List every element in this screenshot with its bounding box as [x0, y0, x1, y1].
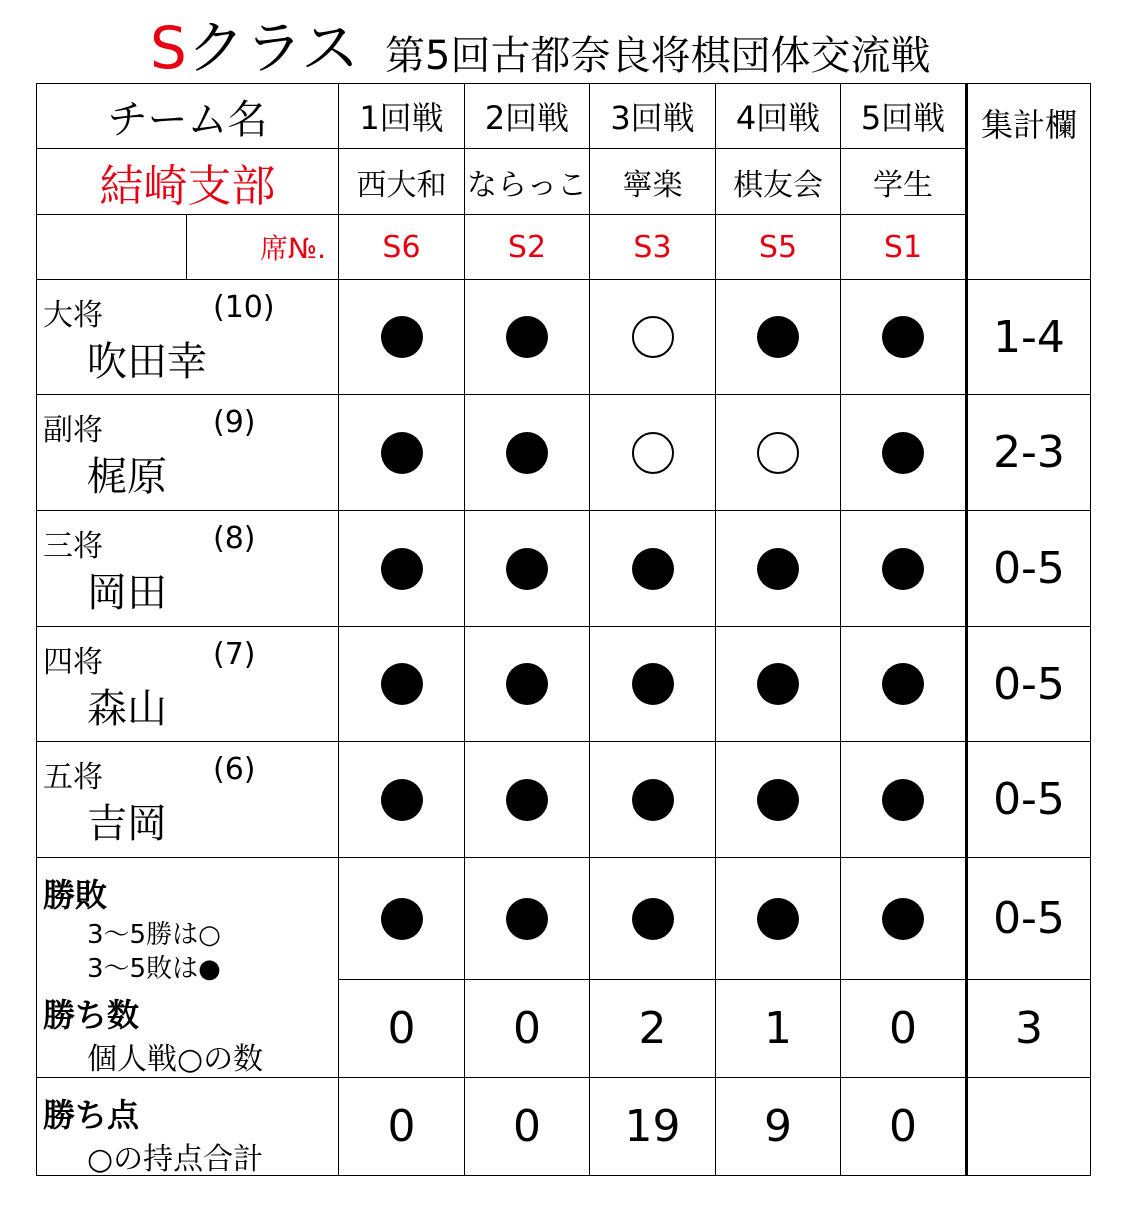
blank-cell — [37, 215, 187, 280]
loss-mark — [757, 663, 799, 705]
result-cell — [716, 742, 841, 858]
wins-count: 0 — [465, 980, 590, 1078]
result-cell — [841, 511, 967, 627]
team-result-row — [37, 858, 1091, 980]
loss-mark — [506, 898, 548, 940]
team-result-cell — [716, 858, 841, 980]
loss-mark — [882, 898, 924, 940]
player-row — [37, 395, 1091, 511]
loss-mark — [757, 548, 799, 590]
wins-count: 1 — [716, 980, 841, 1078]
team-name: 結崎支部 — [37, 149, 339, 215]
player-name: 森山 — [87, 686, 167, 732]
class-title — [150, 14, 359, 82]
seat-label: 席№. — [187, 215, 339, 280]
round-header: 4回戦 — [716, 84, 841, 149]
loss-mark — [757, 898, 799, 940]
result-cell — [465, 742, 590, 858]
seat-number: S1 — [841, 215, 967, 280]
seat-number: S3 — [590, 215, 716, 280]
result-cell — [716, 395, 841, 511]
result-cell — [841, 742, 967, 858]
seat-number: S5 — [716, 215, 841, 280]
round-header: 5回戦 — [841, 84, 967, 149]
loss-mark — [882, 548, 924, 590]
result-cell — [465, 627, 590, 742]
player-points: (6) — [213, 752, 256, 787]
player-position: 三将 — [43, 529, 103, 564]
points-label-cell — [37, 1078, 339, 1176]
header-row-seats — [37, 215, 1091, 280]
seat-number: S6 — [339, 215, 465, 280]
result-cell — [465, 280, 590, 395]
result-cell — [716, 627, 841, 742]
result-note-win: 3～5勝は○ — [87, 920, 221, 950]
opponent-name: 棋友会 — [716, 149, 841, 215]
opponent-name: 寧楽 — [590, 149, 716, 215]
wins-label: 勝ち数 — [43, 996, 140, 1034]
loss-mark — [381, 316, 423, 358]
loss-mark — [506, 779, 548, 821]
class-word: クラス — [186, 14, 360, 82]
points-note: ○の持点合計 — [87, 1142, 264, 1176]
loss-mark — [882, 316, 924, 358]
result-cell — [465, 395, 590, 511]
player-position: 五将 — [43, 760, 103, 795]
wins-count: 0 — [841, 980, 967, 1078]
player-record: 0-5 — [967, 742, 1091, 858]
result-cell — [339, 742, 465, 858]
player-position: 四将 — [43, 645, 103, 680]
wins-count: 2 — [590, 980, 716, 1078]
round-header: 3回戦 — [590, 84, 716, 149]
win-mark — [757, 432, 799, 474]
result-label-cell — [37, 858, 339, 1078]
loss-mark — [506, 316, 548, 358]
loss-mark — [381, 779, 423, 821]
loss-mark — [381, 548, 423, 590]
points-total — [967, 1078, 1091, 1176]
loss-mark — [381, 663, 423, 705]
points-value: 0 — [339, 1078, 465, 1176]
header-row-opponents — [37, 149, 1091, 215]
team-name-label: チーム名 — [37, 84, 339, 149]
player-row — [37, 280, 1091, 395]
loss-mark — [882, 779, 924, 821]
result-cell — [339, 280, 465, 395]
team-result-cell — [465, 858, 590, 980]
points-value: 19 — [590, 1078, 716, 1176]
loss-mark — [882, 663, 924, 705]
team-result-cell — [339, 858, 465, 980]
wins-total: 3 — [967, 980, 1091, 1078]
player-points: (10) — [213, 290, 275, 325]
loss-mark — [506, 663, 548, 705]
player-points: (9) — [213, 405, 256, 440]
win-mark — [632, 316, 674, 358]
result-cell — [465, 511, 590, 627]
result-cell — [590, 511, 716, 627]
player-name: 吉岡 — [87, 801, 167, 847]
wins-note: 個人戦○の数 — [87, 1042, 264, 1077]
loss-mark — [632, 779, 674, 821]
player-row — [37, 511, 1091, 627]
player-cell — [37, 742, 339, 858]
result-cell — [339, 511, 465, 627]
player-cell — [37, 395, 339, 511]
loss-mark — [757, 779, 799, 821]
loss-mark — [381, 432, 423, 474]
round-header: 2回戦 — [465, 84, 590, 149]
class-letter: S — [150, 14, 187, 82]
page-title — [0, 0, 1129, 84]
player-row — [37, 627, 1091, 742]
player-name: 吹田幸 — [87, 339, 207, 385]
results-table — [36, 83, 1091, 1176]
loss-mark — [506, 548, 548, 590]
player-name: 梶原 — [87, 454, 167, 500]
result-label: 勝敗 — [43, 876, 108, 914]
wins-count: 0 — [339, 980, 465, 1078]
win-mark — [632, 432, 674, 474]
player-record: 0-5 — [967, 627, 1091, 742]
aggregate-header: 集計欄 — [967, 84, 1091, 280]
team-result-cell — [841, 858, 967, 980]
event-title: 第5回古都奈良将棋団体交流戦 — [385, 33, 931, 79]
player-cell — [37, 511, 339, 627]
result-note-loss: 3～5敗は● — [87, 954, 221, 984]
team-record: 0-5 — [967, 858, 1091, 980]
points-value: 0 — [465, 1078, 590, 1176]
seat-number: S2 — [465, 215, 590, 280]
points-value: 9 — [716, 1078, 841, 1176]
opponent-name: 西大和 — [339, 149, 465, 215]
loss-mark — [506, 432, 548, 474]
player-position: 副将 — [43, 413, 103, 448]
loss-mark — [757, 316, 799, 358]
points-label: 勝ち点 — [43, 1096, 140, 1134]
player-record: 1-4 — [967, 280, 1091, 395]
loss-mark — [632, 548, 674, 590]
result-cell — [590, 742, 716, 858]
result-cell — [339, 627, 465, 742]
result-cell — [590, 395, 716, 511]
loss-mark — [632, 663, 674, 705]
result-cell — [716, 280, 841, 395]
player-cell — [37, 280, 339, 395]
points-value: 0 — [841, 1078, 967, 1176]
player-name: 岡田 — [87, 570, 167, 616]
loss-mark — [381, 898, 423, 940]
round-header: 1回戦 — [339, 84, 465, 149]
result-cell — [590, 280, 716, 395]
player-row — [37, 742, 1091, 858]
opponent-name: 学生 — [841, 149, 967, 215]
player-cell — [37, 627, 339, 742]
result-cell — [841, 395, 967, 511]
player-points: (8) — [213, 521, 256, 556]
player-position: 大将 — [43, 298, 103, 333]
opponent-name: ならっこ — [465, 149, 590, 215]
result-cell — [716, 511, 841, 627]
result-cell — [590, 627, 716, 742]
result-cell — [841, 627, 967, 742]
player-points: (7) — [213, 637, 256, 672]
points-row — [37, 1078, 1091, 1176]
loss-mark — [632, 898, 674, 940]
header-row-rounds — [37, 84, 1091, 149]
player-record: 0-5 — [967, 511, 1091, 627]
result-cell — [339, 395, 465, 511]
team-result-cell — [590, 858, 716, 980]
result-cell — [841, 280, 967, 395]
player-record: 2-3 — [967, 395, 1091, 511]
loss-mark — [882, 432, 924, 474]
